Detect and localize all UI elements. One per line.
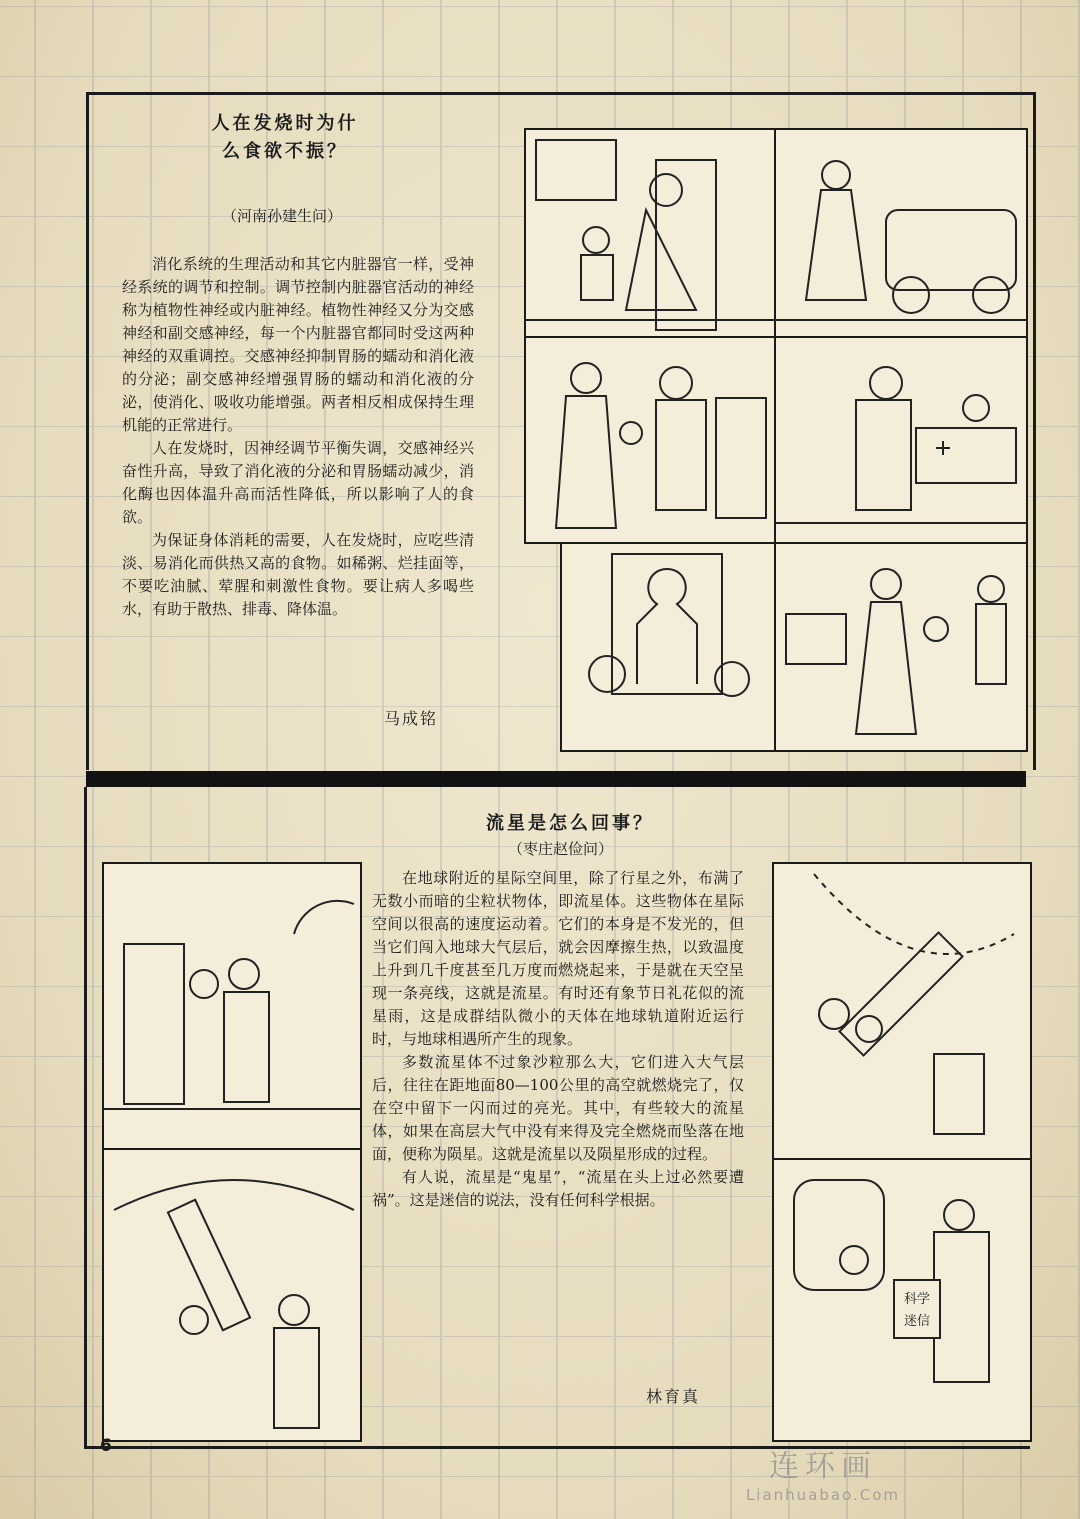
article2-title: 流星是怎么回事？ <box>486 813 654 834</box>
article2-paragraph: 在地球附近的星际空间里，除了行星之外，布满了无数小而暗的尘粒状物体，即流星体。这些物体在星际空间以很高的速度运动着。它们的本身是不发光的，但当它们闯入地球大气层后，就会因摩擦生热，以致温度上升到几千度甚至几万度而燃烧起来，于是就在天空呈现一条亮线，这就是流星。有时还有象节日礼花似的流星雨，这是成群结队微小的天体在地球轨道附近运行时，与地球相遇所产生的现象。 <box>372 869 744 1048</box>
illustration-drawing <box>562 544 774 750</box>
page-number: 6 <box>100 1436 112 1456</box>
illustration-drawing <box>774 1160 1030 1440</box>
article1-paragraph: 人在发烧时，因神经调节平衡失调，交感神经兴奋性升高，导致了消化液的分泌和胃肠蠕动减少，消化酶也因体温升高而活性降低，所以影响了人的食欲。 <box>122 439 474 526</box>
illustration-recovered-family <box>774 542 1028 752</box>
watermark-url: Lianhuabao.Com <box>745 1486 901 1504</box>
watermark <box>708 1448 938 1504</box>
illustration-drawing <box>526 130 774 336</box>
illustration-drawing <box>104 864 360 1148</box>
illustration-drawing <box>776 544 1026 750</box>
illustration-mother-child <box>524 128 776 338</box>
article1-body <box>122 253 474 621</box>
article1-author: 马成铭 <box>384 709 439 728</box>
article1-paragraph: 为保证身体消耗的需要，人在发烧时，应吃些清淡、易消化而供热又高的食物。如稀粥、烂挂面等，不要吃油腻、荤腥和刺激性食物。要让病人多喝些水，有助于散热、排毒、降体温。 <box>122 531 474 618</box>
watermark-chinese: 连环画 <box>769 1449 877 1484</box>
article1-title-line2: 么食欲不振？ <box>222 141 348 162</box>
illustration-street-car <box>774 128 1028 338</box>
illustration-drawing <box>104 1150 360 1440</box>
sign-text-science: 科学 <box>903 1292 931 1307</box>
illustration-drawing <box>774 864 1030 1158</box>
article2-asker: （枣庄赵俭问） <box>508 840 614 858</box>
article1-title-line1: 人在发烧时为什 <box>211 113 359 134</box>
sign-text-superstition: 迷信 <box>903 1314 931 1329</box>
article1-title <box>150 110 420 166</box>
article2-paragraph: 有人说，流星是“鬼星”，“流星在头上过必然要遭祸”。这是迷信的说法，没有任何科学根据。 <box>372 1168 744 1209</box>
article2-author: 林育真 <box>646 1387 701 1406</box>
illustration-hospital-bed <box>774 336 1028 544</box>
illustration-telescope-room <box>102 1148 362 1442</box>
section-divider <box>86 771 1026 787</box>
article2-body <box>372 867 744 1212</box>
illustration-anatomy-chart <box>560 542 776 752</box>
article2-paragraph: 多数流星体不过象沙粒那么大，它们进入大气层后，往往在距地面80—100公里的高空就燃烧完了，仅在空中留下一闪而过的亮光。其中，有些较大的流星体，如果在高层大气中没有来得及完全燃烧而坠落在地面，便称为陨星。这就是流星以及陨星形成的过程。 <box>372 1053 744 1163</box>
article1-asker: （河南孙建生问） <box>222 207 343 225</box>
article1-paragraph: 消化系统的生理活动和其它内脏器官一样，受神经系统的调节和控制。调节控制内脏器官活动的神经称为植物性神经或内脏神经。植物性神经又分为交感神经和副交感神经，每一个内脏器官都同时受这两种神经的双重调控。交感神经抑制胃肠的蠕动和消化液的分泌；副交感神经增强胃肠的蠕动和消化液的分泌，使消化、吸收功能增强。两者相反相成保持生理机能的正常进行。 <box>122 255 474 434</box>
illustration-science-vs-superstition <box>772 1158 1032 1442</box>
illustration-telescope-viewing <box>772 862 1032 1160</box>
illustration-doctor-visit <box>524 336 776 544</box>
illustration-drawing <box>526 338 774 542</box>
illustration-observatory-walk <box>102 862 362 1150</box>
illustration-drawing <box>776 338 1026 542</box>
illustration-drawing <box>776 130 1026 336</box>
